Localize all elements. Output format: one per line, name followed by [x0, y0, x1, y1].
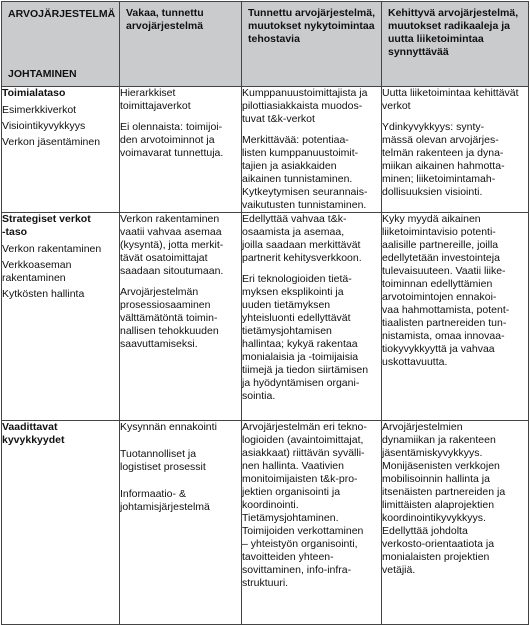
cell-paragraph: Edellyttää vahvaa t&k- osaamista ja asemaa, joilla saadaan merkittävät partnerit kehitysverkkoon.	[242, 213, 362, 264]
row-subitem: Verkon jäsentäminen	[2, 136, 101, 148]
row-subitem: Esimerkkiverkot	[2, 104, 77, 116]
row-title: Strategiset verkot -taso	[2, 213, 91, 238]
cell-paragraph: Ei olennaista: toimijoi- den arvotoiminnot ja voimavarat tunnettuja.	[120, 121, 224, 159]
cell-paragraph: Verkon rakentaminen vaatii vahvaa asemaa (kysyntä), jotta merkit- tävät osatoimittajat saadaan sitoutumaan.	[120, 213, 224, 277]
column-header-stable: Vakaa, tunnettu arvojärjestelmä	[120, 2, 242, 87]
row-header	[2, 213, 120, 421]
cell-paragraph: Merkittävää: potentiaa- listen kumppanuustoimit- tajien ja asiakkaiden aikainen tunnistaminen. Kytkeytymisen seurannais- vaikutusten tunnistaminen.	[242, 134, 368, 211]
corner-header-cell	[2, 2, 120, 87]
table-row-industry-level	[2, 87, 529, 213]
row-header	[2, 421, 120, 625]
row-title: Vaadittavat kyvykkyydet	[2, 421, 65, 446]
cell-paragraph: Arvojärjestelmän eri tekno- logioiden (avaintoimittajat, asiakkaat) riittävän syvälli- nen hallinta. Vaativien monitoimijaisten t&k-pro- jektien organisointi ja koordinointi. Tietämysjohtaminen. Toimijoiden verkottaminen – yhteistyön organisointi, tavoitteiden yhteen- sovittaminen, info-infra- struktuuri.	[242, 421, 367, 589]
table-row-required-capabilities	[2, 421, 529, 625]
cell-paragraph: Tuotannolliset ja logistiset prosessit	[120, 448, 206, 473]
cell-paragraph: Kyky myydä aikainen liiketoimintavisio potenti- aalisille partnereille, joilla edellytetään investointeja tulevaisuuteen. Vaatii liike- toiminnan edellyttämien arvotoimintojen ennakoi- vaa hahmottamista, potent- tiaalisten partnereiden tun- nistamista, omaa innovaa- tiokyvykkyyttä ja vahvaa uskottavuutta.	[382, 213, 510, 368]
cell-paragraph: Informaatio- & johtamisjärjestelmä	[120, 488, 210, 513]
cell-paragraph: Arvojärjestelmän prosessiosaaminen välttämätöntä toimin- nallisen tehokkuuden saavuttamiseksi.	[120, 286, 219, 350]
value-system-matrix	[1, 1, 529, 625]
cell-paragraph: Hierarkkiset toimittajaverkot	[120, 87, 191, 112]
corner-header-bottom: JOHTAMINEN	[8, 68, 77, 80]
row-title: Toimialataso	[2, 87, 66, 99]
corner-header-top: ARVOJÄRJESTELMÄ	[8, 8, 116, 20]
cell-paragraph: Kysynnän ennakointi	[120, 421, 217, 433]
column-header-radical: Kehittyvä arvojärjestelmä, muutokset radikaaleja ja uutta liiketoimintaa synnyttävää	[382, 2, 529, 87]
column-header-efficiency: Tunnettu arvojärjestelmä, muutokset nykytoimintaa tehostavia	[242, 2, 382, 87]
table-cell	[120, 421, 242, 625]
row-subitem: Verkon rakentaminen	[2, 243, 102, 255]
header-row	[2, 2, 529, 87]
table-cell	[120, 213, 242, 421]
cell-paragraph: Uutta liiketoimintaa kehittävät verkot	[382, 87, 519, 112]
table-cell	[242, 213, 382, 421]
table-cell	[242, 87, 382, 213]
cell-paragraph: Arvojärjestelmien dynamiikan ja rakenteen jäsentämiskyvykkyys. Monijäsenisten verkkojen mobilisoinnin hallinta ja itsenäisten partnereiden ja limittäisten alaprojektien koordinointikyvykkyys. Edellyttää johdolta verkosto-orientaatiota ja monialaisten projektien vetäjiä.	[382, 421, 506, 576]
table-row-strategic-networks	[2, 213, 529, 421]
row-subitem: Verkkoaseman rakentaminen	[2, 259, 72, 284]
table-cell	[242, 421, 382, 625]
table-cell	[382, 213, 529, 421]
cell-paragraph: Ydinkyvykkyys: synty- mässä olevan arvojärjes- telmän rakenteen ja dyna- miikan aikainen hahmotta- minen; liiketoimintamah- dollisuuksien visiointi.	[382, 121, 505, 198]
cell-paragraph: Eri teknologioiden tietä- myksen eksplikointi ja uuden tietämyksen yhteisluonti edellyttävät tietämysjohtamisen hallintaa; kykyä rakentaa monialaisia ja -toimijaisia tiimejä ja tiedon siirtämisen ja hyödyntämisen organi- sointia.	[242, 273, 369, 402]
row-subitem: Visiointikyvykkyys	[2, 120, 86, 132]
row-header	[2, 87, 120, 213]
table-cell	[382, 421, 529, 625]
cell-paragraph: Kumppanuustoimittajista ja pilottiasiakkaista muodos- tuvat t&k-verkot	[242, 87, 368, 125]
table-cell	[120, 87, 242, 213]
row-subitem: Kytkösten hallinta	[2, 288, 85, 300]
table-cell	[382, 87, 529, 213]
